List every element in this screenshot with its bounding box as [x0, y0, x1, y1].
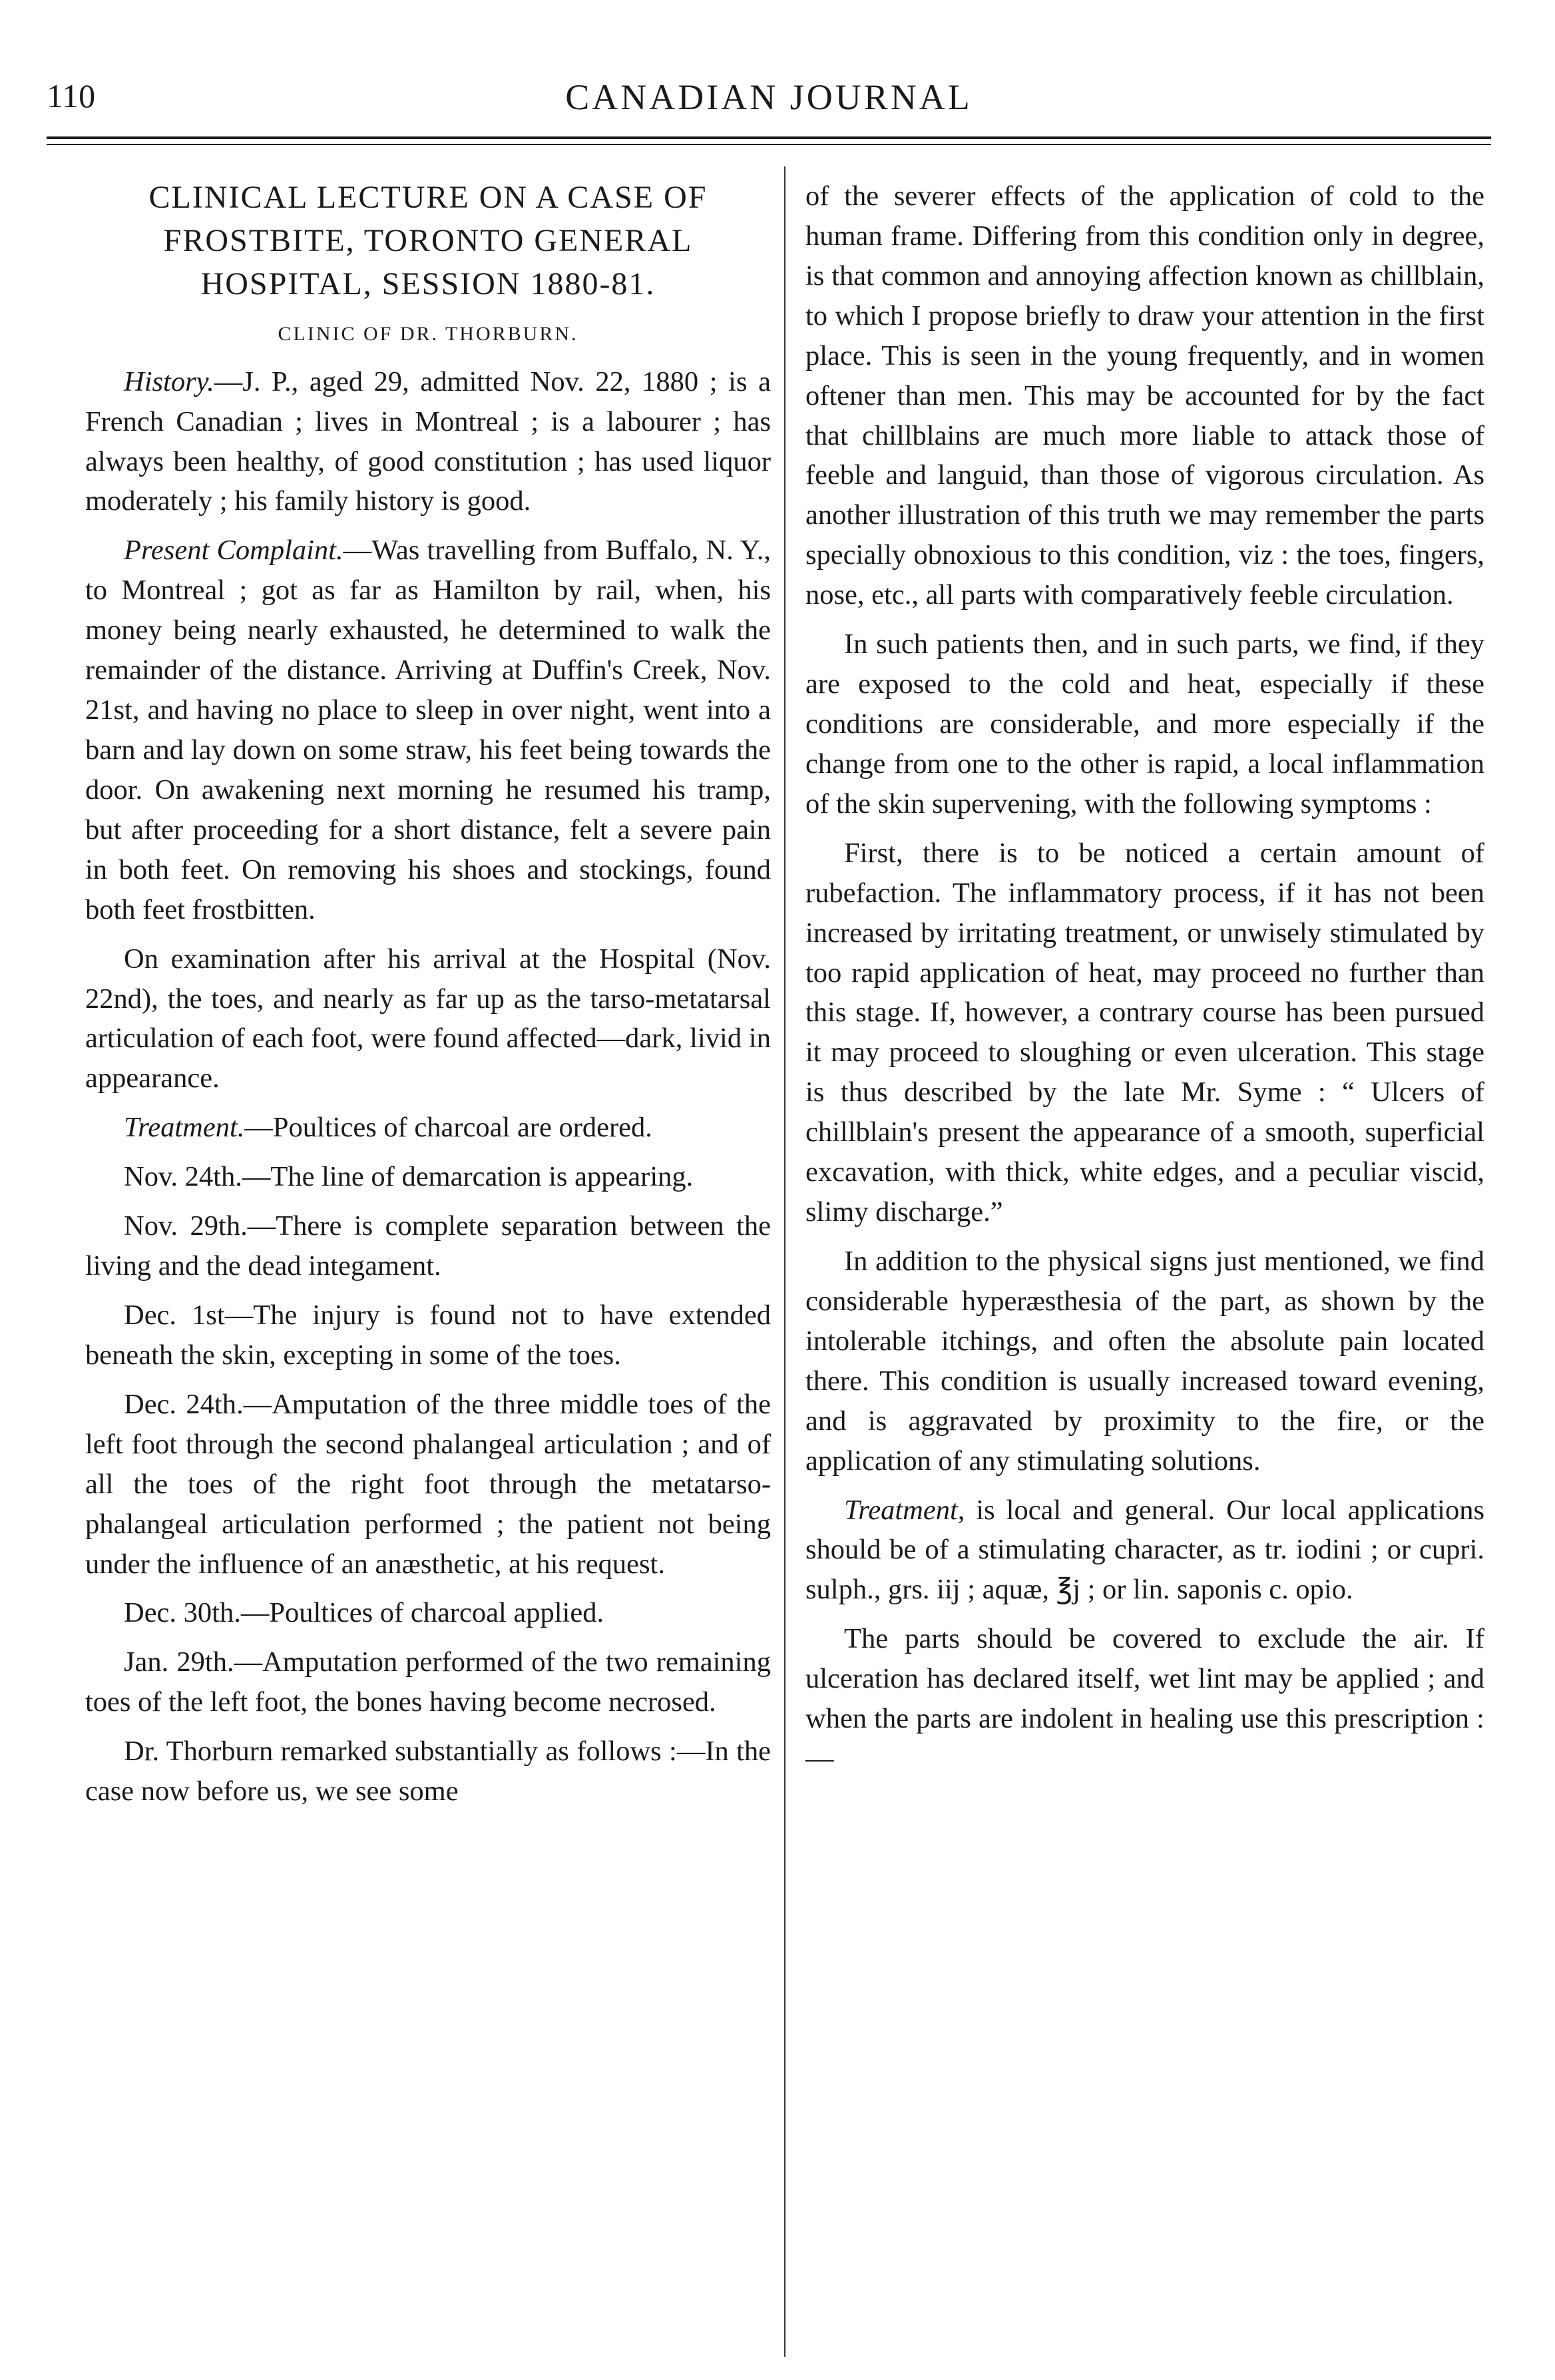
paragraph: [85, 362, 771, 522]
paragraph-label: Treatment,: [844, 1494, 965, 1526]
paragraph-text: First, there is to be noticed a certain amount of rubefaction. The inflammatory process, if it has not been increased by irritating treatment, or unwisely stimulated by too rapid application of heat, may proceed no further than this stage. If, however, a contrary course has been pursued it may proceed to sloughing or even ulceration. This stage is thus described by the late Mr. Syme : “ Ulcers of chillblain's present the appearance of a smooth, superficial excavation, with thick, white edges, and a peculiar viscid, slimy discharge.”: [805, 837, 1484, 1228]
clinic-byline: CLINIC OF DR. THORBURN.: [278, 323, 578, 346]
paragraph-text: Dr. Thorburn remarked substantially as follows :—In the case now before us, we see some: [85, 1736, 771, 1807]
paragraph-label: Treatment.: [124, 1112, 245, 1144]
paragraph-text: of the severer effects of the application of cold to the human frame. Differing from this condition only in degree, is that common and annoying affection known as chillblain, to which I propose briefly to draw your attention in the first place. This is seen in the young frequently, and in women oftener than men. This may be accounted for by the fact that chillblains are much more liable to attack those of feeble and languid, than those of vigorous circulation. As another illustration of this truth we may remember the parts specially obnoxious to this condition, viz : the toes, fingers, nose, etc., all parts with comparatively feeble circulation.: [805, 180, 1484, 611]
paragraph: [85, 1206, 771, 1286]
left-column-body: [85, 362, 771, 1811]
paragraph-text: On examination after his arrival at the Hospital (Nov. 22nd), the toes, and nearly as far up as the tarso-metatarsal articulation of each foot, were found affected—dark, livid in appearance.: [85, 943, 771, 1094]
paragraph-text: —Was travelling from Buffalo, N. Y., to Montreal ; got as far as Hamilton by rail, when, his money being nearly exhausted, he determined to walk the remainder of the distance. Arriving at Duffin's Creek, Nov. 21st, and having no place to sleep in over night, went into a barn and lay down on some straw, his feet being towards the door. On awakening next morning he resumed his tramp, but after proceeding for a short distance, felt a severe pain in both feet. On removing his shoes and stockings, found both feet frostbitten.: [85, 535, 771, 925]
header-rule-thin: [47, 144, 1491, 145]
paragraph: [85, 531, 771, 929]
paragraph-text: is local and general. Our local applications should be of a stimulating character, as tr. iodini ; or cupri. sulph., grs. iij ; aquæ, ℥j ; or lin. saponis c. opio.: [805, 1494, 1484, 1606]
paragraph: [85, 1296, 771, 1375]
paragraph-label: Present Complaint.: [124, 535, 343, 567]
paragraph-text: In such patients then, and in such parts, we find, if they are exposed to the cold and heat, especially if these conditions are considerable, and more especially if the change from one to the other is rapid, a local inflammation of the skin supervening, with the following symptoms :: [805, 628, 1484, 820]
paragraph: [805, 1242, 1484, 1481]
paragraph: [85, 1157, 771, 1197]
paragraph-text: —J. P., aged 29, admitted Nov. 22, 1880 ; is a French Canadian ; lives in Montreal ; is a labourer ; has always been healthy, of good constitution ; has used liquor moderately ; his family history is good.: [85, 365, 771, 517]
paragraph: [85, 1385, 771, 1584]
paragraph-text: Jan. 29th.—Amputation performed of the two remaining toes of the left foot, the bones having become necrosed.: [85, 1646, 771, 1718]
paragraph: [805, 624, 1484, 824]
paragraph-text: Nov. 24th.—The line of demarcation is appearing.: [124, 1161, 694, 1193]
paragraph: [805, 176, 1484, 615]
paragraph-text: Nov. 29th.—There is complete separation between the living and the dead integament.: [85, 1210, 771, 1282]
page-number: 110: [47, 77, 96, 115]
article-title: CLINICAL LECTURE ON A CASE OF FROSTBITE, TORONTO GENERAL HOSPITAL, SESSION 1880-81.: [148, 180, 708, 302]
paragraph-text: The parts should be covered to exclude the air. If ulceration has declared itself, wet lint may be applied ; and when the parts are indolent in healing use this prescription :—: [805, 1623, 1484, 1775]
paragraph-text: In addition to the physical signs just mentioned, we find considerable hyperæsthesia of the part, as shown by the intolerable itchings, and often the absolute pain located there. This condition is usually increased toward evening, and is aggravated by proximity to the fire, or the application of any stimulating solutions.: [805, 1245, 1484, 1477]
paragraph: [85, 1642, 771, 1722]
paragraph: [805, 833, 1484, 1232]
paragraph-text: Dec. 30th.—Poultices of charcoal applied.: [124, 1597, 604, 1629]
paragraph-text: Dec. 1st—The injury is found not to have extended beneath the skin, excepting in some of the toes.: [85, 1299, 771, 1371]
page-header: [47, 77, 1491, 130]
paragraph: [805, 1491, 1484, 1610]
header-rule: [47, 136, 1491, 139]
paragraph: [85, 939, 771, 1099]
right-column-body: [805, 176, 1484, 1779]
left-column: [85, 176, 771, 1821]
paragraph: [805, 1619, 1484, 1779]
paragraph-label: History.: [124, 365, 214, 397]
journal-title: CANADIAN JOURNAL: [565, 77, 973, 117]
right-column: [805, 176, 1484, 1788]
paragraph: [85, 1108, 771, 1148]
paragraph-text: —Poultices of charcoal are ordered.: [244, 1112, 652, 1144]
paragraph: [85, 1593, 771, 1633]
paragraph-text: Dec. 24th.—Amputation of the three middle toes of the left foot through the second phalangeal articulation ; and of all the toes of the right foot through the metatarso-phalangeal articulation performed ; the patient not being under the influence of an anæsthetic, at his request.: [85, 1388, 771, 1580]
paragraph: [85, 1732, 771, 1811]
column-divider: [784, 166, 785, 2357]
